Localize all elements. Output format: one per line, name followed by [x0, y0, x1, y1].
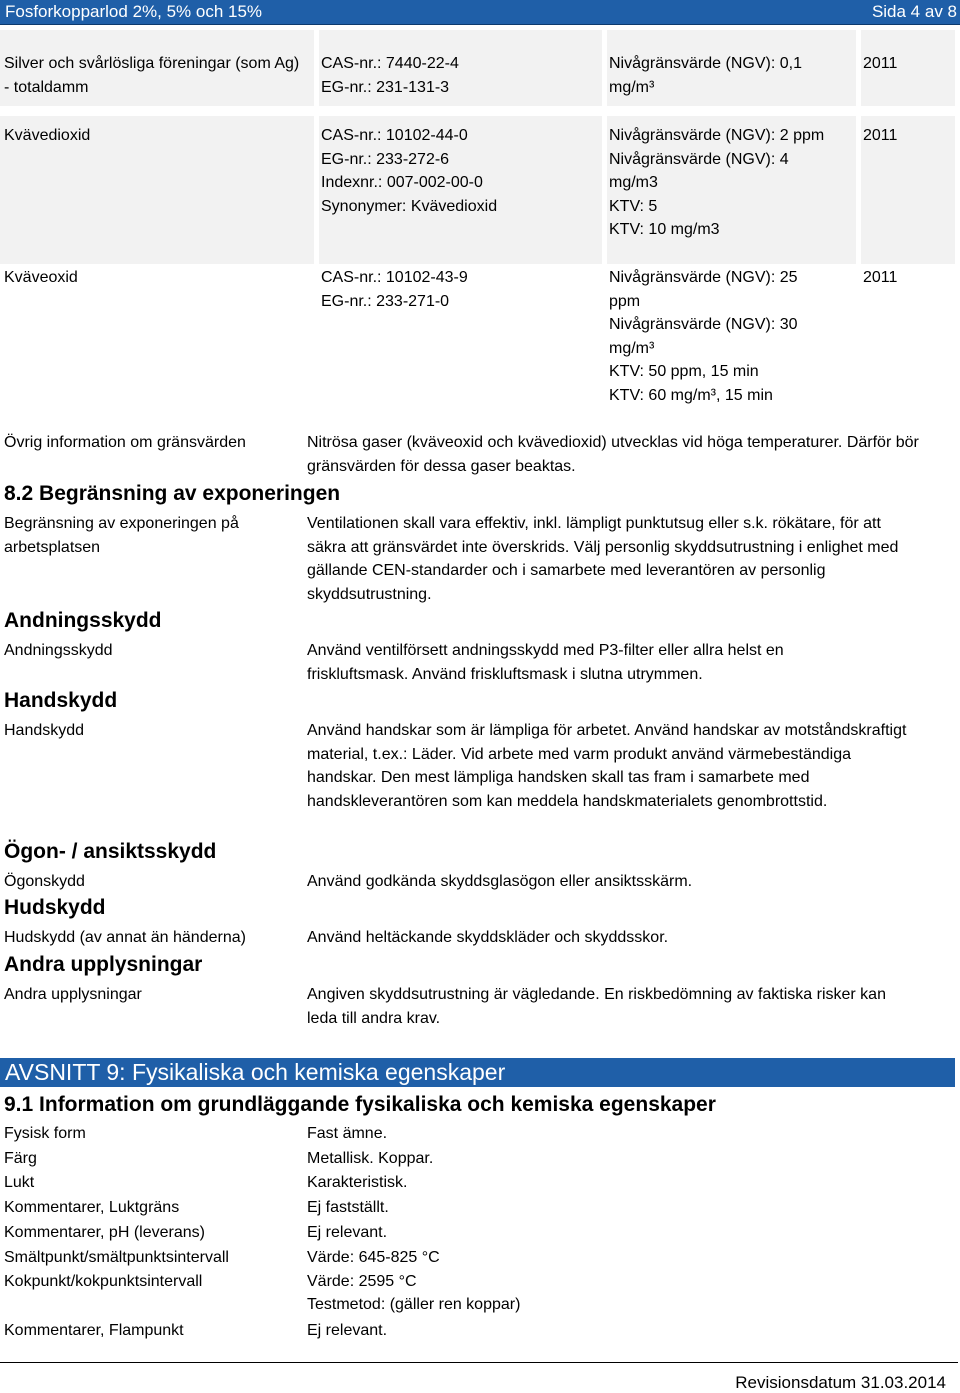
- respiratory-heading: Andningsskydd: [4, 609, 162, 632]
- substance-identifiers: CAS-nr.: 10102-44-0 EG-nr.: 233-272-6 Indexnr.: 007-002-00-0 Synonymer: Kvävedioxid: [321, 127, 498, 215]
- respiratory-label: Andningsskydd: [4, 642, 113, 659]
- substance-name: Silver och svårlösliga föreningar (som Ag) - totaldamm: [4, 55, 300, 96]
- other-info-label: Övrig information om gränsvärden: [4, 434, 246, 451]
- property-label: Kommentarer, pH (leverans): [4, 1224, 205, 1241]
- page-indicator: Sida 4 av 8: [871, 2, 957, 21]
- property-value: Värde: 645-825 °C: [307, 1249, 440, 1266]
- table-row: [0, 30, 955, 106]
- limit-values: Nivågränsvärde (NGV): 2 ppm Nivågränsvärde (NGV): 4 mg/m3 KTV: 5 KTV: 10 mg/m3: [609, 127, 825, 238]
- substance-identifiers: CAS-nr.: 7440-22-4 EG-nr.: 231-131-3: [321, 55, 459, 96]
- property-label: Färg: [4, 1150, 37, 1167]
- substance-identifiers: CAS-nr.: 10102-43-9 EG-nr.: 233-271-0: [321, 269, 468, 310]
- section-heading: 8.2 Begränsning av exponeringen: [4, 482, 341, 505]
- footer-divider: [0, 1362, 958, 1363]
- skin-text: Använd heltäckande skyddskläder och skyddsskor.: [307, 929, 669, 946]
- skin-label: Hudskydd (av annat än händerna): [4, 929, 246, 946]
- property-label: Kommentarer, Luktgräns: [4, 1199, 180, 1216]
- limit-year: 2011: [863, 127, 898, 144]
- limit-year: 2011: [863, 55, 898, 72]
- property-value: Värde: 2595 °C Testmetod: (gäller ren koppar): [307, 1273, 521, 1313]
- document-title: Fosforkopparlod 2%, 5% och 15%: [5, 2, 263, 21]
- hand-heading: Handskydd: [4, 689, 118, 712]
- substance-name: Kväveoxid: [4, 269, 78, 286]
- eye-text: Använd godkända skyddsglasögon eller ansiktsskärm.: [307, 873, 693, 890]
- hand-label: Handskydd: [4, 722, 85, 739]
- table-row: [0, 264, 955, 414]
- other-info-text: Nitrösa gaser (kväveoxid och kvävedioxid) utvecklas vid höga temperaturer. Därför bör gränsvärden för dessa gaser beaktas.: [307, 434, 919, 475]
- property-value: Metallisk. Koppar.: [307, 1150, 434, 1167]
- other-text: Angiven skyddsutrustning är vägledande. En riskbedömning av faktiska risker kan leda till andra krav.: [307, 986, 886, 1027]
- other-label: Andra upplysningar: [4, 986, 142, 1003]
- limit-year: 2011: [863, 269, 898, 286]
- property-label: Fysisk form: [4, 1125, 86, 1142]
- revision-date: Revisionsdatum 31.03.2014: [735, 1373, 946, 1392]
- workplace-text: Ventilationen skall vara effektiv, inkl. lämpligt punktutsug eller s.k. rökätare, för att säkra att gränsvärdet inte överskrids. Välj personlig skyddsutrustning i enlighet med gällande CEN-standarder och i samarbete med leverantören av personlig skyddsutrustning.: [307, 515, 899, 603]
- property-label: Smältpunkt/smältpunktsintervall: [4, 1249, 229, 1266]
- hand-text: Använd handskar som är lämpliga för arbetet. Använd handskar av motståndskraftigt material, t.ex.: Läder. Vid arbete med varm produkt använd värmebeständiga handskar. Den mest lämpliga handsken skall tas fram i samarbete med handskleverantören som kan meddela handskmaterialets genombrottstid.: [307, 722, 907, 810]
- subsection-heading: 9.1 Information om grundläggande fysikaliska och kemiska egenskaper: [4, 1093, 716, 1116]
- property-value: Ej relevant.: [307, 1224, 388, 1241]
- limit-values: Nivågränsvärde (NGV): 0,1 mg/m³: [609, 55, 802, 96]
- property-label: Lukt: [4, 1174, 35, 1191]
- section-banner: [0, 1058, 955, 1087]
- property-value: Karakteristisk.: [307, 1174, 408, 1191]
- property-value: Ej fastställt.: [307, 1199, 389, 1216]
- workplace-label: Begränsning av exponeringen på arbetsplatsen: [4, 515, 239, 556]
- eye-heading: Ögon- / ansiktsskydd: [4, 840, 217, 863]
- property-label: Kommentarer, Flampunkt: [4, 1322, 184, 1339]
- property-value: Ej relevant.: [307, 1322, 388, 1339]
- limit-values: Nivågränsvärde (NGV): 25 ppm Nivågränsvärde (NGV): 30 mg/m³ KTV: 50 ppm, 15 min KTV: 60 mg/m³, 15 min: [609, 269, 798, 404]
- other-heading: Andra upplysningar: [4, 953, 203, 976]
- eye-label: Ögonskydd: [4, 873, 85, 890]
- header-bar: [0, 0, 960, 25]
- substance-name: Kvävedioxid: [4, 127, 91, 144]
- table-row: [0, 116, 955, 264]
- respiratory-text: Använd ventilförsett andningsskydd med P3-filter eller allra helst en friskluftsmask. Använd friskluftsmask i slutna utrymmen.: [307, 642, 784, 683]
- property-value: Fast ämne.: [307, 1125, 388, 1142]
- skin-heading: Hudskydd: [4, 896, 106, 919]
- property-label: Kokpunkt/kokpunktsintervall: [4, 1273, 203, 1290]
- section-banner-title: AVSNITT 9: Fysikaliska och kemiska egenskaper: [5, 1059, 506, 1085]
